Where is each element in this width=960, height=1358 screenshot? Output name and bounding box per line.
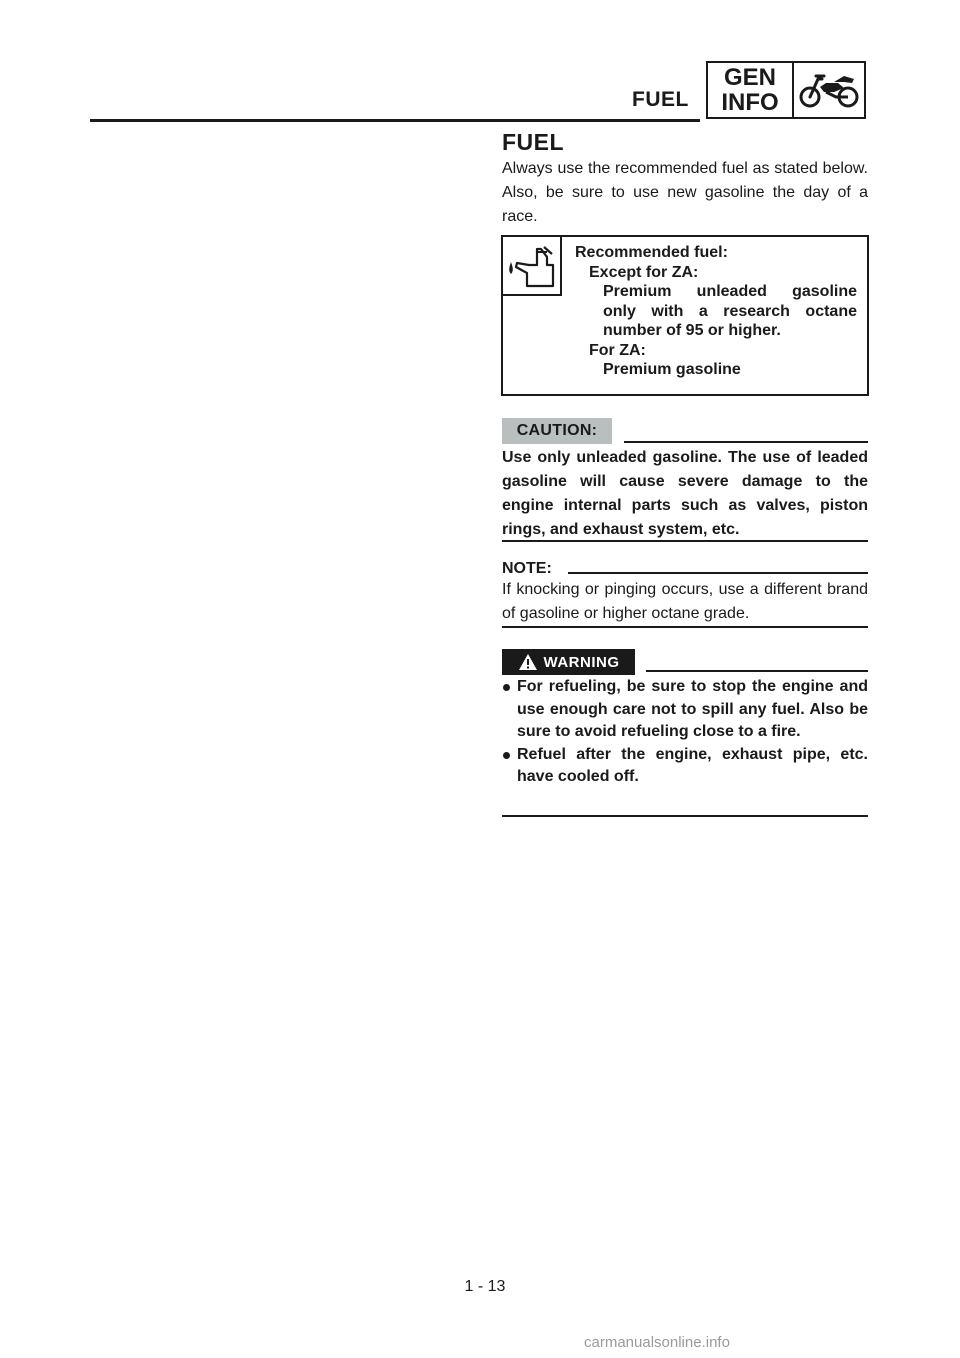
caution-text: Use only unleaded gasoline. The use of leaded gasoline will cause severe damage to the engine internal parts such as valves, piston rings, and exhaust system, etc. [502,449,868,538]
warning-list [502,676,868,789]
note-bottom-rule [502,626,868,628]
header-section-title: FUEL [632,88,689,111]
watermark: carmanualsonline.info [584,1334,730,1351]
caution-bottom-rule [502,540,868,542]
spec-except-label: Except for ZA: [589,263,699,281]
fuel-spec-box [501,235,869,396]
section-badge [706,61,866,119]
header-rule [90,119,700,122]
caution-top-rule [624,441,868,443]
warning-label [502,649,635,675]
spec-except-line: only with a research octane [603,302,857,320]
warning-top-rule [646,670,868,672]
caution-label: CAUTION: [502,418,612,444]
spec-except-line: number of 95 or higher. [603,322,781,339]
fuel-spec-text [575,243,857,380]
badge-text [708,63,794,117]
note-text: If knocking or pinging occurs, use a different brand of gasoline or higher octane grade. [502,581,868,622]
intro-paragraph: Always use the recommended fuel as stated below. Also, be sure to use new gasoline the day of a race. [502,160,868,225]
warning-item: Refuel after the engine, exhaust pipe, etc. have cooled off. [502,744,868,789]
warning-triangle-icon [518,653,538,671]
badge-line-2: INFO [721,89,779,116]
spec-za-value: Premium gasoline [603,361,741,378]
badge-line-1: GEN [723,64,776,91]
page-number: 1 - 13 [464,1278,506,1295]
motorcycle-icon [794,63,864,117]
warning-label-text: WARNING [543,653,620,671]
spec-except-line: Premium unleaded gasoline [603,283,857,300]
warning-bottom-rule [502,815,868,817]
page-title: FUEL [502,129,565,155]
spec-za-label: For ZA: [589,341,646,359]
oil-can-icon [503,237,562,296]
spec-heading: Recommended fuel: [575,244,728,261]
warning-item: For refueling, be sure to stop the engine and use enough care not to spill any fuel. Also be sure to avoid refueling close to a fire. [502,676,868,744]
note-label: NOTE: [502,560,552,577]
note-top-rule [568,572,868,574]
